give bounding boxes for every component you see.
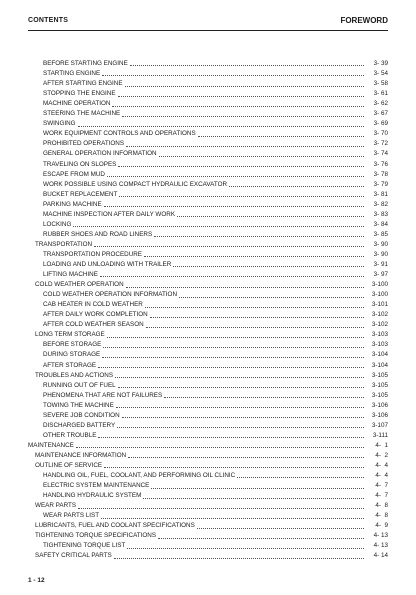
toc-entry-page: 3-102	[371, 321, 388, 329]
toc-entry-page: 4- 8	[375, 512, 388, 520]
toc-entry[interactable]	[43, 98, 388, 108]
toc-entry-title: TIGHTENING TORQUE SPECIFICATIONS	[35, 532, 157, 540]
toc-entry[interactable]	[35, 329, 388, 339]
toc-entry-page: 3-105	[371, 381, 388, 389]
dot-leader	[150, 316, 364, 318]
toc-entry-title: MACHINE OPERATION	[43, 100, 111, 108]
toc-entry[interactable]	[43, 169, 388, 179]
toc-entry[interactable]	[43, 138, 388, 148]
toc-entry-page: 3- 84	[373, 220, 388, 228]
toc-entry[interactable]	[43, 58, 388, 68]
toc-entry-title: STOPPING THE ENGINE	[43, 90, 116, 98]
toc-entry[interactable]	[43, 179, 388, 189]
toc-entry-title: WEAR PARTS	[35, 502, 77, 510]
dot-leader	[164, 396, 364, 398]
toc-entry[interactable]	[35, 370, 388, 380]
toc-entry-page: 3- 97	[373, 271, 388, 279]
toc-entry[interactable]	[43, 540, 388, 550]
toc-entry-title: TOWING THE MACHINE	[43, 401, 114, 409]
toc-entry[interactable]	[43, 249, 388, 259]
dot-leader	[112, 105, 364, 107]
dot-leader	[177, 215, 364, 217]
dot-leader	[107, 175, 364, 177]
toc-entry[interactable]	[43, 148, 388, 158]
toc-entry-title: RUNNING OUT OF FUEL	[43, 381, 116, 389]
toc-entry-page: 3-104	[371, 351, 388, 359]
toc-entry[interactable]	[43, 490, 388, 500]
toc-entry[interactable]	[43, 380, 388, 390]
dot-leader	[103, 346, 364, 348]
toc-entry-page: 4- 7	[375, 482, 388, 490]
toc-entry-title: LOCKING	[43, 220, 72, 228]
toc-entry-page: 4- 13	[373, 532, 388, 540]
toc-entry-page: 3-104	[371, 361, 388, 369]
dot-leader	[98, 366, 364, 368]
toc-entry[interactable]	[43, 289, 388, 299]
dot-leader	[78, 507, 364, 509]
toc-entry-page: 4- 2	[375, 451, 388, 459]
chapter-title: FOREWORD	[340, 16, 388, 25]
dot-leader	[115, 376, 364, 378]
dot-leader	[104, 466, 364, 468]
toc-entry[interactable]	[43, 229, 388, 239]
toc-entry[interactable]	[43, 78, 388, 88]
toc-entry[interactable]	[43, 68, 388, 78]
toc-entry[interactable]	[43, 410, 388, 420]
dot-leader	[76, 446, 364, 448]
toc-entry[interactable]	[35, 550, 388, 560]
dot-leader	[125, 85, 364, 87]
dot-leader	[146, 326, 364, 328]
toc-entry[interactable]	[43, 319, 388, 329]
toc-entry-title: SWINGING	[43, 120, 76, 128]
toc-entry-title: MACHINE INSPECTION AFTER DAILY WORK	[43, 210, 176, 218]
toc-entry-page: 3-107	[371, 421, 388, 429]
toc-entry-title: COLD WEATHER OPERATION INFORMATION	[43, 291, 177, 299]
toc-entry-page: 3-106	[371, 411, 388, 419]
toc-entry-title: SAFETY CRITICAL PARTS	[35, 552, 112, 560]
dot-leader	[102, 356, 364, 358]
toc-entry[interactable]	[43, 189, 388, 199]
toc-entry-title: TROUBLES AND ACTIONS	[35, 371, 114, 379]
toc-entry-page: 3- 62	[373, 100, 388, 108]
dot-leader	[143, 497, 364, 499]
dot-leader	[126, 286, 364, 288]
dot-leader	[151, 487, 364, 489]
toc-entry-page: 3- 85	[373, 230, 388, 238]
toc-entry[interactable]	[35, 500, 388, 510]
toc-entry[interactable]	[28, 440, 388, 450]
toc-entry-page: 3- 83	[373, 210, 388, 218]
toc-entry-page: 3- 54	[373, 70, 388, 78]
toc-entry-page: 3-100	[371, 291, 388, 299]
toc-entry-title: ESCAPE FROM MUD	[43, 170, 105, 178]
dot-leader	[102, 74, 364, 76]
toc-entry-title: PARKING MACHINE	[43, 200, 102, 208]
dot-leader	[128, 456, 364, 458]
toc-entry[interactable]	[35, 239, 388, 249]
toc-entry[interactable]	[43, 88, 388, 98]
dot-leader	[159, 155, 364, 157]
dot-leader	[122, 416, 364, 418]
toc-entry-page: 4- 8	[375, 502, 388, 510]
toc-entry-page: 4- 4	[375, 472, 388, 480]
dot-leader	[107, 336, 364, 338]
toc-entry-title: WEAR PARTS LIST	[43, 512, 100, 520]
toc-entry-page: 4- 14	[373, 552, 388, 560]
toc-entry-title: SEVERE JOB CONDITION	[43, 411, 120, 419]
dot-leader	[78, 125, 364, 127]
toc-entry-page: 3- 72	[373, 140, 388, 148]
toc-entry-title: PROHIBITED OPERATIONS	[43, 140, 125, 148]
toc-entry[interactable]	[43, 360, 388, 370]
toc-entry[interactable]	[43, 309, 388, 319]
dot-leader	[158, 537, 364, 539]
toc-entry[interactable]	[35, 520, 388, 530]
toc-entry-title: BEFORE STORAGE	[43, 341, 102, 349]
toc-entry-title: COLD WEATHER OPERATION	[35, 281, 124, 289]
toc-entry[interactable]	[43, 349, 388, 359]
toc-entry[interactable]	[35, 279, 388, 289]
dot-leader	[144, 255, 364, 257]
section-label: CONTENTS	[28, 17, 69, 24]
toc-entry-page: 3- 81	[373, 190, 388, 198]
toc-entry-page: 3- 76	[373, 160, 388, 168]
toc-entry-page: 3-103	[371, 341, 388, 349]
toc-entry-title: HANDLING OIL, FUEL, COOLANT, AND PERFORMING OIL CLINIC	[43, 472, 236, 480]
toc-entry[interactable]	[43, 470, 388, 480]
toc-entry[interactable]	[43, 219, 388, 229]
toc-entry-title: TRANSPORTATION PROCEDURE	[43, 250, 143, 258]
toc-entry-page: 3-106	[371, 401, 388, 409]
dot-leader	[198, 135, 364, 137]
dot-leader	[104, 205, 364, 207]
toc-entry-title: TIGHTENING TORQUE LIST	[43, 542, 126, 550]
dot-leader	[100, 275, 364, 277]
dot-leader	[127, 547, 364, 549]
toc-entry-title: CAB HEATER IN COLD WEATHER	[43, 301, 143, 309]
toc-entry-page: 3- 79	[373, 180, 388, 188]
toc-entry-page: 3- 78	[373, 170, 388, 178]
toc-entry-page: 3- 74	[373, 150, 388, 158]
toc-entry-title: ELECTRIC SYSTEM MAINTENANCE	[43, 482, 150, 490]
toc-entry-page: 3-111	[372, 431, 388, 439]
toc-entry-title: STEERING THE MACHINE	[43, 110, 121, 118]
toc-entry-page: 4- 9	[375, 522, 388, 530]
dot-leader	[173, 265, 364, 267]
toc-entry-page: 3- 39	[373, 60, 388, 67]
toc-entry-title: TRAVELING ON SLOPES	[43, 160, 117, 168]
toc-entry[interactable]	[43, 118, 388, 128]
toc-entry-title: BEFORE STARTING ENGINE	[43, 60, 128, 67]
toc-entry-page: 4- 7	[375, 492, 388, 500]
toc-entry-title: LOADING AND UNLOADING WITH TRAILER	[43, 261, 172, 268]
page-number: 1 - 12	[28, 577, 45, 584]
dot-leader	[145, 306, 364, 308]
toc-entry[interactable]	[43, 159, 388, 169]
toc-entry[interactable]	[43, 209, 388, 219]
toc-entry-title: OUTLINE OF SERVICE	[35, 462, 103, 469]
dot-leader	[116, 406, 364, 408]
dot-leader	[118, 386, 364, 388]
toc-entry-title: AFTER STARTING ENGINE	[43, 80, 123, 88]
toc-entry-title: LONG TERM STORAGE	[35, 331, 105, 339]
dot-leader	[94, 245, 364, 247]
dot-leader	[229, 185, 364, 187]
page-header	[28, 16, 388, 31]
toc-entry[interactable]	[43, 420, 388, 430]
toc-entry-title: WORK EQUIPMENT CONTROLS AND OPERATIONS	[43, 130, 196, 138]
toc-entry-page: 3-102	[371, 311, 388, 319]
dot-leader	[126, 145, 364, 147]
toc-entry-page: 3- 67	[373, 110, 388, 118]
toc-entry-page: 3- 69	[373, 120, 388, 128]
toc-entry-title: STARTING ENGINE	[43, 70, 101, 78]
dot-leader	[130, 64, 364, 66]
toc-entry[interactable]	[43, 108, 388, 118]
toc-entry[interactable]	[43, 510, 388, 520]
dot-leader	[237, 476, 364, 478]
toc-entry[interactable]	[35, 460, 388, 470]
toc-entry-page: 4- 1	[375, 441, 388, 449]
dot-leader	[73, 225, 364, 227]
toc-entry-title: BUCKET REPLACEMENT	[43, 190, 118, 198]
dot-leader	[118, 165, 364, 167]
toc-entry[interactable]	[43, 269, 388, 279]
dot-leader	[117, 426, 364, 428]
toc-entry-page: 3-100	[371, 281, 388, 289]
toc-entry[interactable]	[43, 480, 388, 490]
toc-entry-page: 3- 58	[373, 80, 388, 88]
toc-entry-title: AFTER COLD WEATHER SEASON	[43, 321, 144, 329]
toc-entry-title: OTHER TROUBLE	[43, 431, 97, 439]
dot-leader	[101, 517, 364, 519]
dot-leader	[98, 436, 364, 438]
toc-entry-title: MAINTENANCE	[28, 441, 74, 449]
toc-entry-page: 3-105	[371, 371, 388, 379]
dot-leader	[122, 115, 364, 117]
toc-entry-title: LUBRICANTS, FUEL AND COOLANT SPECIFICATIONS	[35, 522, 195, 530]
toc-entry-title: MAINTENANCE INFORMATION	[35, 451, 127, 459]
dot-leader	[119, 195, 364, 197]
toc-entry-page: 3- 82	[373, 200, 388, 208]
toc-entry-page: 3- 61	[373, 90, 388, 98]
dot-leader	[118, 95, 364, 97]
toc-entry-title: AFTER STORAGE	[43, 361, 97, 369]
toc-entry-title: GENERAL OPERATION INFORMATION	[43, 150, 157, 158]
toc-entry-title: LIFTING MACHINE	[43, 271, 98, 279]
toc-entry[interactable]	[43, 128, 388, 138]
toc-entry-page: 3- 70	[373, 130, 388, 138]
dot-leader	[197, 527, 364, 529]
toc-entry-title: HANDLING HYDRAULIC SYSTEM	[43, 492, 142, 500]
toc-entry-page: 3- 90	[373, 250, 388, 258]
toc-entry-page: 3- 90	[373, 240, 388, 248]
toc-entry[interactable]	[43, 299, 388, 309]
toc-entry-title: PHENOMENA THAT ARE NOT FAILURES	[43, 391, 163, 399]
toc-entry-title: RUBBER SHOES AND ROAD LINERS	[43, 230, 153, 238]
toc-entry[interactable]	[43, 400, 388, 410]
toc-entry-title: DISCHARGED BATTERY	[43, 421, 116, 429]
toc-entry-page: 3- 91	[373, 261, 388, 268]
toc-entry[interactable]	[43, 339, 388, 349]
toc-entry[interactable]	[35, 450, 388, 460]
toc-entry-title: DURING STORAGE	[43, 351, 101, 359]
toc-entry-page: 3-103	[371, 331, 388, 339]
toc-entry-page: 3-105	[371, 391, 388, 399]
toc-entry[interactable]	[43, 259, 388, 269]
toc-entry-title: WORK POSSIBLE USING COMPACT HYDRAULIC EXCAVATOR	[43, 180, 228, 188]
toc-entry[interactable]	[43, 430, 388, 440]
dot-leader	[114, 557, 364, 559]
dot-leader	[154, 235, 364, 237]
toc-entry-title: TRANSPORTATION	[35, 240, 93, 248]
toc-entry-page: 4- 4	[375, 462, 388, 469]
toc-entry[interactable]	[43, 199, 388, 209]
toc-entry-title: AFTER DAILY WORK COMPLETION	[43, 311, 148, 319]
toc-entry[interactable]	[35, 530, 388, 540]
toc-entry-page: 3-101	[371, 301, 388, 309]
toc-entry-page: 4- 13	[373, 542, 388, 550]
dot-leader	[179, 296, 364, 298]
toc-entry[interactable]	[43, 390, 388, 400]
